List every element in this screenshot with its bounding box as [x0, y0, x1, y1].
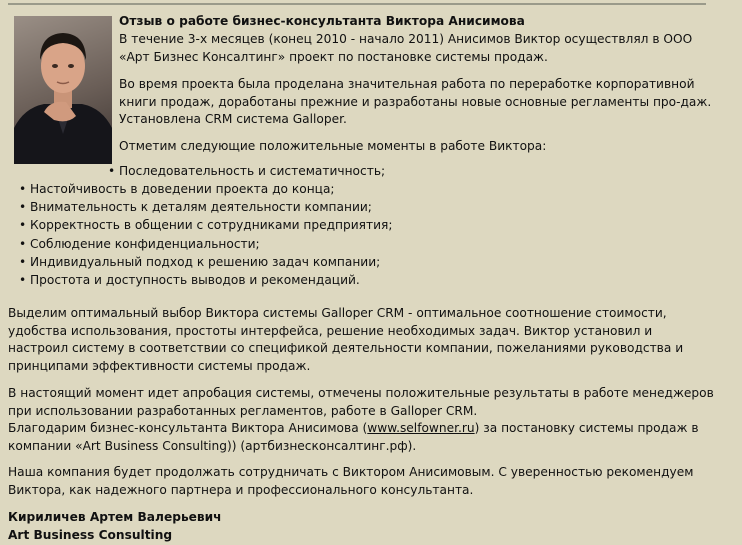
- paragraph-points-intro: Отметим следующие положительные моменты в работе Виктора:: [119, 139, 547, 153]
- thanks-text: Благодарим бизнес-консультанта Виктора Анисимова (www.selfowner.ru) за постановку системы продаж в компании «Art Business Consulting)) (артбизнесконсалтинг.рф).: [8, 421, 699, 453]
- list-item: • Настойчивость в доведении проекта до конца;: [19, 180, 392, 198]
- paragraph-recommend: Наша компания будет продолжать сотрудничать с Виктором Анисимовым. С уверенностью рекомендуем Виктора, как надежного партнера и профессионального консультанта.: [8, 465, 694, 497]
- review-title: Отзыв о работе бизнес-консультанта Виктора Анисимова: [119, 14, 525, 28]
- list-item: • Корректность в общении с сотрудниками предприятия;: [19, 216, 392, 234]
- points-list-first: [108, 162, 385, 180]
- list-item: • Соблюдение конфиденциальности;: [19, 235, 392, 253]
- points-list: [19, 180, 392, 289]
- selfowner-link[interactable]: www.selfowner.ru: [367, 421, 475, 435]
- paragraph-status: В настоящий момент идет апробация системы, отмечены положительные результаты в работе менеджеров при использовании разработанных регламентов, работе в Galloper CRM. Благодарим бизнес-консультанта Виктора Анисимова (www.selfowner.ru) за постановку системы продаж в компании «Art Business Consulting)) (артбизнесконсалтинг.рф).: [8, 385, 716, 455]
- paragraph-intro: В течение 3-х месяцев (конец 2010 - начало 2011) Анисимов Виктор осуществлял в ООО «Арт Бизнес Консалтинг» проект по постановке системы продаж.: [119, 32, 693, 64]
- signer-company: Art Business Consulting: [8, 528, 173, 542]
- list-item: • Простота и доступность выводов и рекомендаций.: [19, 271, 392, 289]
- paragraph-choice: Выделим оптимальный выбор Виктора системы Galloper CRM - оптимальное соотношение стоимости, удобства использования, простоты интерфейса, решение необходимых задач. Виктор установил и настроил систему в соответствии со спецификой деятельности компании, пожеланиями руководства и принципами эффективности системы продаж.: [8, 306, 684, 373]
- paragraph-work: Во время проекта была проделана значительная работа по переработке корпоративной книги продаж, доработаны прежние и разработаны новые основные регламенты про-даж. Установлена CRM система Galloper.: [119, 77, 712, 126]
- list-item: • Индивидуальный подход к решению задач компании;: [19, 253, 392, 271]
- consultant-photo: [14, 16, 112, 164]
- signer-name: Кириличев Артем Валерьевич: [8, 510, 222, 524]
- top-divider: [8, 3, 706, 5]
- list-item: • Последовательность и систематичность;: [108, 162, 385, 180]
- list-item: • Внимательность к деталям деятельности компании;: [19, 198, 392, 216]
